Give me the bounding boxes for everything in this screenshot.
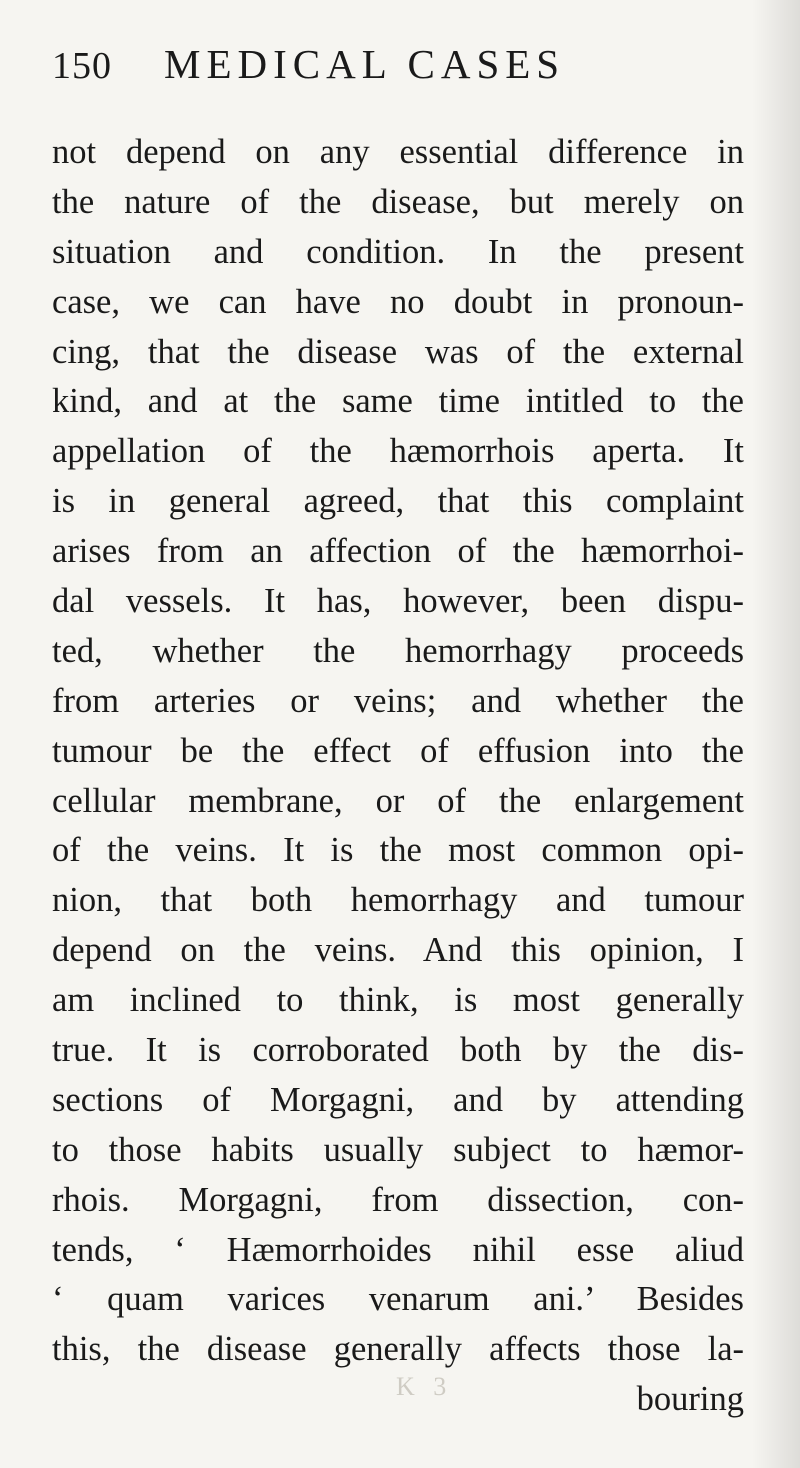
text-line: nion, that both hemorrhagy and tumour bbox=[52, 881, 744, 920]
text-line: am inclined to think, is most generally bbox=[52, 981, 744, 1020]
text-line: of the veins. It is the most common opi- bbox=[52, 831, 744, 870]
text-line: from arteries or veins; and whether the bbox=[52, 681, 744, 720]
text-line: situation and condition. In the present bbox=[52, 232, 744, 271]
catchword: bouring bbox=[636, 1380, 744, 1419]
text-line: ted, whether the hemorrhagy proceeds bbox=[52, 631, 744, 670]
running-head: MEDICAL CASES bbox=[164, 41, 566, 87]
text-line: to those habits usually subject to hæmor- bbox=[52, 1130, 744, 1169]
text-line: arises from an affection of the hæmorrhoi- bbox=[52, 532, 744, 571]
text-line: not depend on any essential difference in bbox=[52, 133, 744, 171]
page-number: 150 bbox=[52, 45, 112, 87]
text-line: the nature of the disease, but merely on bbox=[52, 182, 744, 221]
text-line: this, the disease generally affects those la- bbox=[52, 1330, 744, 1369]
text-line: rhois. Morgagni, from dissection, con- bbox=[52, 1180, 744, 1219]
text-line: true. It is corroborated both by the dis- bbox=[52, 1031, 744, 1070]
text-line: appellation of the hæmorrhois aperta. It bbox=[52, 432, 744, 471]
text-line: ‘ quam varices venarum ani.’ Besides bbox=[52, 1280, 744, 1319]
text-line: sections of Morgagni, and by attending bbox=[52, 1080, 744, 1119]
text-line: case, we can have no doubt in pronoun- bbox=[52, 282, 744, 321]
text-line: depend on the veins. And this opinion, I bbox=[52, 931, 744, 970]
text-line: dal vessels. It has, however, been dispu- bbox=[52, 582, 744, 621]
text-line: is in general agreed, that this complaint bbox=[52, 482, 744, 521]
text-line: tumour be the effect of effusion into the bbox=[52, 731, 744, 770]
page-header bbox=[52, 40, 752, 100]
text-line: kind, and at the same time intitled to the bbox=[52, 382, 744, 421]
text-line: tends, ‘ Hæmorrhoides nihil esse aliud bbox=[52, 1230, 744, 1269]
text-line: cellular membrane, or of the enlargement bbox=[52, 781, 744, 820]
signature-mark: K 3 bbox=[396, 1372, 453, 1401]
body-text bbox=[52, 128, 744, 1425]
text-line: cing, that the disease was of the external bbox=[52, 332, 744, 371]
page-edge-shadow bbox=[752, 0, 800, 1468]
